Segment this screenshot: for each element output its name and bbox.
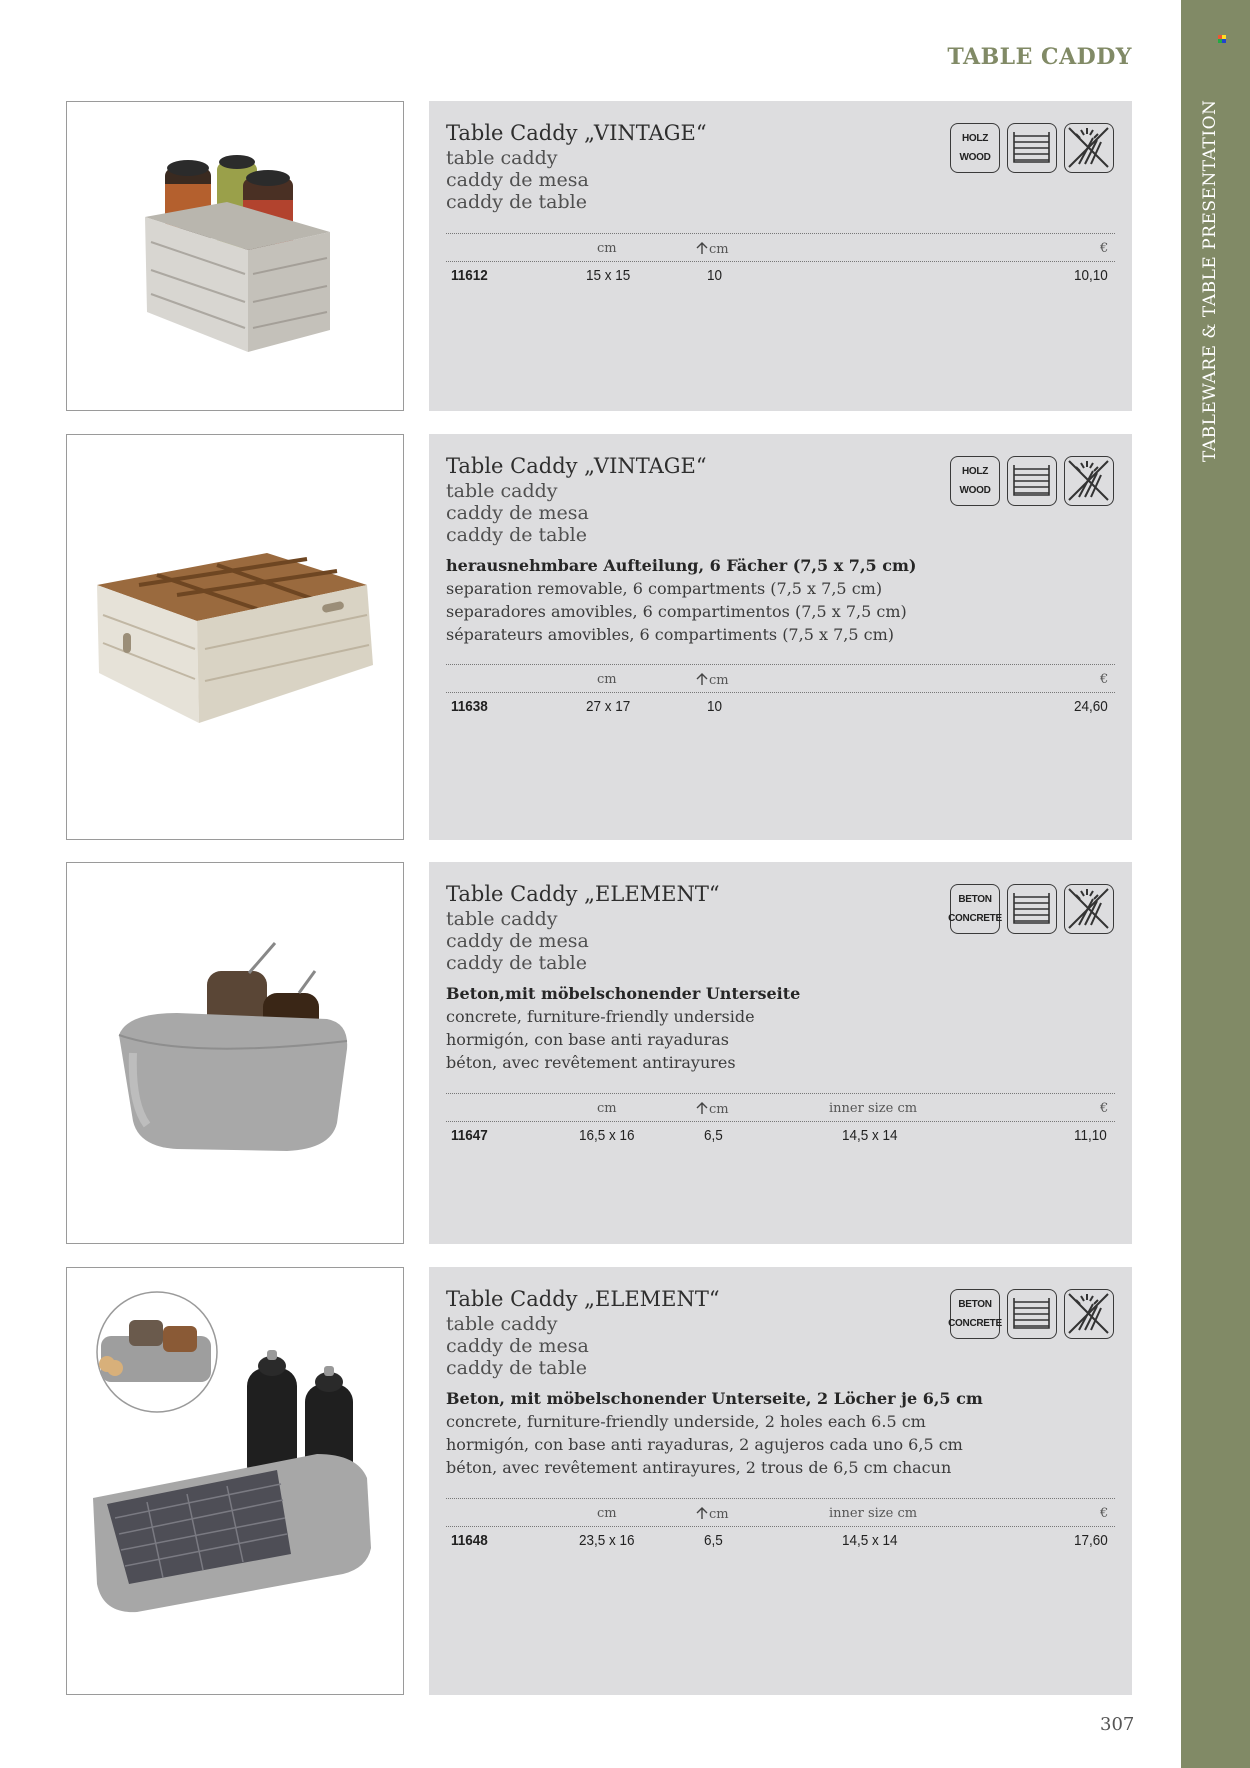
product-code: 11638 xyxy=(451,698,488,715)
stackable-icon xyxy=(1007,456,1057,506)
material-label-de: HOLZ xyxy=(961,133,989,144)
no-dishwasher-icon xyxy=(1064,456,1114,506)
height-arrow-icon xyxy=(695,672,709,686)
product-price: 11,10 xyxy=(1074,1127,1107,1144)
element-caddy-bread-jars-image xyxy=(67,863,403,1243)
table-divider xyxy=(446,233,1115,234)
size-header: cm xyxy=(597,1101,617,1116)
material-icon xyxy=(950,1289,1000,1339)
product-code: 11647 xyxy=(451,1127,488,1144)
table-divider xyxy=(446,1498,1115,1499)
feature-line: separation removable, 6 compartments (7,5 x 7,5 cm) xyxy=(446,579,883,598)
product-icons xyxy=(950,456,1116,508)
product-size: 23,5 x 16 xyxy=(579,1532,635,1549)
price-header: € xyxy=(1100,241,1109,256)
product-title: Table Caddy „ELEMENT“ xyxy=(446,1287,720,1311)
table-divider xyxy=(446,1093,1115,1094)
product-panel-2 xyxy=(429,434,1132,840)
product-panel-4 xyxy=(429,1267,1132,1695)
height-header-label: cm xyxy=(709,1507,729,1522)
feature-line: separadores amovibles, 6 compartimentos (7,5 x 7,5 cm) xyxy=(446,602,907,621)
feature-line: hormigón, con base anti rayaduras, 2 agujeros cada uno 6,5 cm xyxy=(446,1435,963,1454)
material-label-de: BETON xyxy=(958,894,992,905)
product-title: Table Caddy „VINTAGE“ xyxy=(446,121,707,145)
page-title: TABLE CADDY xyxy=(947,44,1132,70)
color-marker-icon xyxy=(1218,35,1226,43)
page-number: 307 xyxy=(1100,1714,1135,1735)
product-name-es: caddy de mesa xyxy=(446,169,589,191)
product-name-fr: caddy de table xyxy=(446,952,587,974)
product-panel-3 xyxy=(429,862,1132,1244)
sidebar-label: TABLEWARE & TABLE PRESENTATION xyxy=(1200,99,1220,462)
height-header-label: cm xyxy=(709,673,729,688)
product-name-en: table caddy xyxy=(446,480,558,502)
height-arrow-icon xyxy=(695,1101,709,1115)
vintage-caddy-compartments-image xyxy=(67,435,403,839)
product-title: Table Caddy „ELEMENT“ xyxy=(446,882,720,906)
product-name-fr: caddy de table xyxy=(446,191,587,213)
feature-line: béton, avec revêtement antirayures xyxy=(446,1053,736,1072)
height-header-label: cm xyxy=(709,242,729,257)
feature-line: herausnehmbare Aufteilung, 6 Fächer (7,5 x 7,5 cm) xyxy=(446,556,917,575)
product-name-es: caddy de mesa xyxy=(446,930,589,952)
product-price: 10,10 xyxy=(1074,267,1108,284)
no-dishwasher-icon xyxy=(1064,884,1114,934)
height-arrow-icon xyxy=(695,241,709,255)
element-caddy-pepper-mills-image xyxy=(67,1268,403,1694)
feature-line: béton, avec revêtement antirayures, 2 trous de 6,5 cm chacun xyxy=(446,1458,952,1477)
material-label-en: WOOD xyxy=(959,485,991,496)
product-photo-4 xyxy=(66,1267,404,1695)
inner-size-header: inner size cm xyxy=(829,1506,918,1521)
product-photo-3 xyxy=(66,862,404,1244)
no-dishwasher-icon xyxy=(1064,1289,1114,1339)
product-name-es: caddy de mesa xyxy=(446,1335,589,1357)
table-divider xyxy=(446,261,1115,262)
product-name-es: caddy de mesa xyxy=(446,502,589,524)
material-icon xyxy=(950,123,1000,173)
product-height: 6,5 xyxy=(704,1532,723,1549)
no-dishwasher-icon xyxy=(1064,123,1114,173)
stackable-icon xyxy=(1007,884,1057,934)
price-header: € xyxy=(1100,1506,1109,1521)
feature-line: Beton,mit möbelschonender Unterseite xyxy=(446,984,801,1003)
price-header: € xyxy=(1100,1101,1109,1116)
product-height: 10 xyxy=(707,267,723,284)
product-name-en: table caddy xyxy=(446,1313,558,1335)
height-header xyxy=(695,241,729,257)
table-divider xyxy=(446,692,1115,693)
size-header: cm xyxy=(597,241,617,256)
product-code: 11612 xyxy=(451,267,488,284)
product-inner-size: 14,5 x 14 xyxy=(842,1127,898,1144)
product-height: 6,5 xyxy=(704,1127,723,1144)
product-price: 24,60 xyxy=(1074,698,1108,715)
product-icons xyxy=(950,1289,1116,1341)
height-arrow-icon xyxy=(695,1506,709,1520)
material-label-de: HOLZ xyxy=(961,466,989,477)
size-header: cm xyxy=(597,1506,617,1521)
feature-line: Beton, mit möbelschonender Unterseite, 2 Löcher je 6,5 cm xyxy=(446,1389,983,1408)
price-header: € xyxy=(1100,672,1109,687)
height-header xyxy=(695,1101,729,1117)
product-name-en: table caddy xyxy=(446,147,558,169)
product-title: Table Caddy „VINTAGE“ xyxy=(446,454,707,478)
product-size: 16,5 x 16 xyxy=(579,1127,635,1144)
product-height: 10 xyxy=(707,698,723,715)
stackable-icon xyxy=(1007,1289,1057,1339)
material-label-en: WOOD xyxy=(959,152,991,163)
product-size: 27 x 17 xyxy=(586,698,631,715)
height-header xyxy=(695,1506,729,1522)
material-icon xyxy=(950,456,1000,506)
feature-line: séparateurs amovibles, 6 compartiments (7,5 x 7,5 cm) xyxy=(446,625,894,644)
vintage-caddy-bottles-image xyxy=(67,102,403,410)
height-header-label: cm xyxy=(709,1102,729,1117)
material-label-de: BETON xyxy=(958,1299,992,1310)
feature-line: concrete, furniture-friendly underside xyxy=(446,1007,755,1026)
product-photo-2 xyxy=(66,434,404,840)
product-name-fr: caddy de table xyxy=(446,1357,587,1379)
material-label-en: CONCRETE xyxy=(948,913,1002,924)
product-icons xyxy=(950,123,1116,175)
table-divider xyxy=(446,1121,1115,1122)
feature-line: hormigón, con base anti rayaduras xyxy=(446,1030,729,1049)
inner-size-header: inner size cm xyxy=(829,1101,918,1116)
material-label-en: CONCRETE xyxy=(948,1318,1002,1329)
table-divider xyxy=(446,664,1115,665)
product-size: 15 x 15 xyxy=(586,267,631,284)
product-name-en: table caddy xyxy=(446,908,558,930)
product-price: 17,60 xyxy=(1074,1532,1108,1549)
product-panel-1 xyxy=(429,101,1132,411)
product-code: 11648 xyxy=(451,1532,488,1549)
product-photo-1 xyxy=(66,101,404,411)
product-name-fr: caddy de table xyxy=(446,524,587,546)
stackable-icon xyxy=(1007,123,1057,173)
material-icon xyxy=(950,884,1000,934)
sidebar-label-wrap xyxy=(1200,99,1250,462)
height-header xyxy=(695,672,729,688)
table-divider xyxy=(446,1526,1115,1527)
size-header: cm xyxy=(597,672,617,687)
product-icons xyxy=(950,884,1116,936)
feature-line: concrete, furniture-friendly underside, 2 holes each 6.5 cm xyxy=(446,1412,926,1431)
product-inner-size: 14,5 x 14 xyxy=(842,1532,898,1549)
